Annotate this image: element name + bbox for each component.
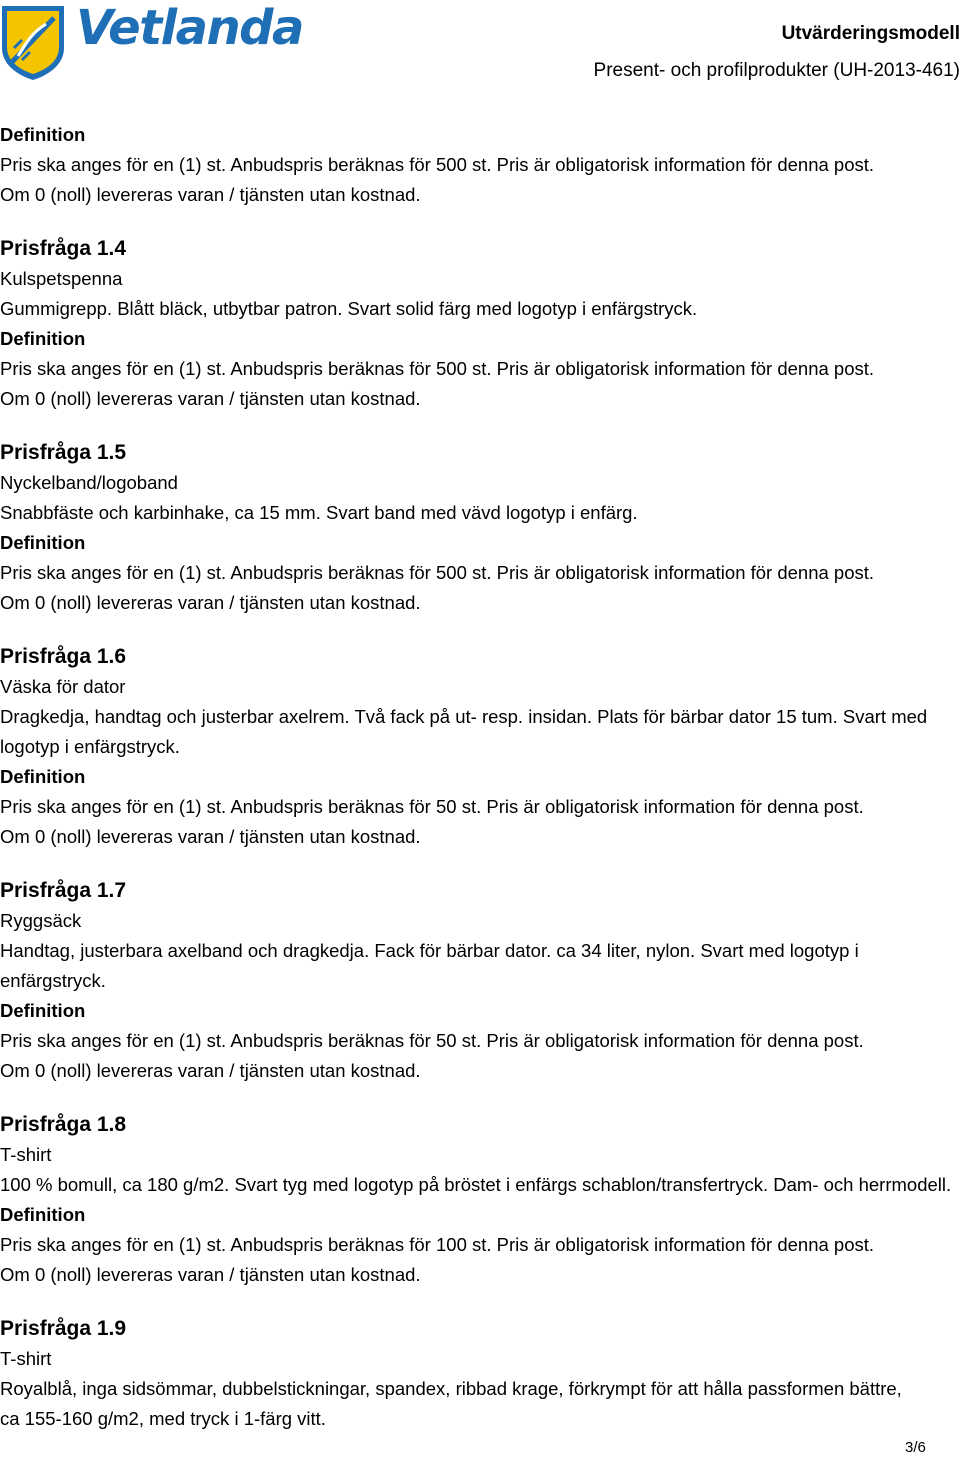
price-question-title: Prisfråga 1.8: [0, 1113, 127, 1136]
definition-label: Definition: [0, 766, 86, 787]
document-title: Utvärderingsmodell: [781, 23, 960, 44]
price-text: Pris ska anges för en (1) st. Anbudspris beräknas för 500 st. Pris är obligatorisk information för denna post.: [0, 154, 875, 175]
price-text: Pris ska anges för en (1) st. Anbudspris beräknas för 50 st. Pris är obligatorisk information för denna post.: [0, 1030, 864, 1051]
definition-label: Definition: [0, 124, 86, 145]
price-question-title: Prisfråga 1.9: [0, 1317, 127, 1340]
product-description: 100 % bomull, ca 180 g/m2. Svart tyg med logotyp på bröstet i enfärgs schablon/transfertryck. Dam- och herrmodell.: [0, 1174, 952, 1195]
price-question-title: Prisfråga 1.4: [0, 237, 127, 260]
price-text: Pris ska anges för en (1) st. Anbudspris beräknas för 500 st. Pris är obligatorisk information för denna post.: [0, 562, 875, 583]
intro-section: [0, 120, 960, 210]
price-question-1-7: [0, 876, 960, 1086]
product-description: Snabbfäste och karbinhake, ca 15 mm. Svart band med vävd logotyp i enfärg.: [0, 502, 638, 523]
zero-price-text: Om 0 (noll) levereras varan / tjänsten utan kostnad.: [0, 592, 421, 613]
zero-price-text: Om 0 (noll) levereras varan / tjänsten utan kostnad.: [0, 388, 421, 409]
product-name: Nyckelband/logoband: [0, 472, 178, 493]
zero-price-text: Om 0 (noll) levereras varan / tjänsten utan kostnad.: [0, 184, 421, 205]
price-text: Pris ska anges för en (1) st. Anbudspris beräknas för 100 st. Pris är obligatorisk information för denna post.: [0, 1234, 875, 1255]
price-question-1-4: [0, 234, 960, 414]
price-question-1-5: [0, 438, 960, 618]
zero-price-text: Om 0 (noll) levereras varan / tjänsten utan kostnad.: [0, 1264, 421, 1285]
product-name: Väska för dator: [0, 676, 126, 697]
product-name: Ryggsäck: [0, 910, 82, 931]
product-name: T-shirt: [0, 1348, 52, 1369]
zero-price-text: Om 0 (noll) levereras varan / tjänsten utan kostnad.: [0, 826, 421, 847]
definition-label: Definition: [0, 328, 86, 349]
document-body: [0, 120, 960, 1434]
logo-text: Vetlanda: [76, 0, 303, 56]
product-name: Kulspetspenna: [0, 268, 123, 289]
product-description: Gummigrepp. Blått bläck, utbytbar patron. Svart solid färg med logotyp i enfärgstryck.: [0, 298, 698, 319]
product-description: Royalblå, inga sidsömmar, dubbelstickningar, spandex, ribbad krage, förkrympt för att hålla passformen bättre, ca 155-160 g/m2, med tryck i 1-färg vitt.: [0, 1378, 902, 1429]
product-description: Dragkedja, handtag och justerbar axelrem. Två fack på ut- resp. insidan. Plats för bärbar dator 15 tum. Svart med logotyp i enfärgstryck.: [0, 706, 928, 757]
price-text: Pris ska anges för en (1) st. Anbudspris beräknas för 50 st. Pris är obligatorisk information för denna post.: [0, 796, 864, 817]
price-question-1-6: [0, 642, 960, 852]
page-header: [0, 0, 960, 95]
vetlanda-coat-of-arms-icon: [0, 4, 66, 82]
definition-label: Definition: [0, 1204, 86, 1225]
document-subtitle: Present- och profilprodukter (UH-2013-461): [593, 60, 960, 81]
product-description: Handtag, justerbara axelband och dragkedja. Fack för bärbar dator. ca 34 liter, nylon. Svart med logotyp i enfärgstryck.: [0, 940, 859, 991]
product-name: T-shirt: [0, 1144, 52, 1165]
price-question-title: Prisfråga 1.6: [0, 645, 127, 668]
definition-label: Definition: [0, 1000, 86, 1021]
definition-label: Definition: [0, 532, 86, 553]
price-question-1-9: [0, 1314, 960, 1434]
price-question-title: Prisfråga 1.7: [0, 879, 127, 902]
page-number: 3/6: [905, 1439, 926, 1456]
zero-price-text: Om 0 (noll) levereras varan / tjänsten utan kostnad.: [0, 1060, 421, 1081]
price-question-1-8: [0, 1110, 960, 1290]
price-text: Pris ska anges för en (1) st. Anbudspris beräknas för 500 st. Pris är obligatorisk information för denna post.: [0, 358, 875, 379]
price-question-title: Prisfråga 1.5: [0, 441, 127, 464]
